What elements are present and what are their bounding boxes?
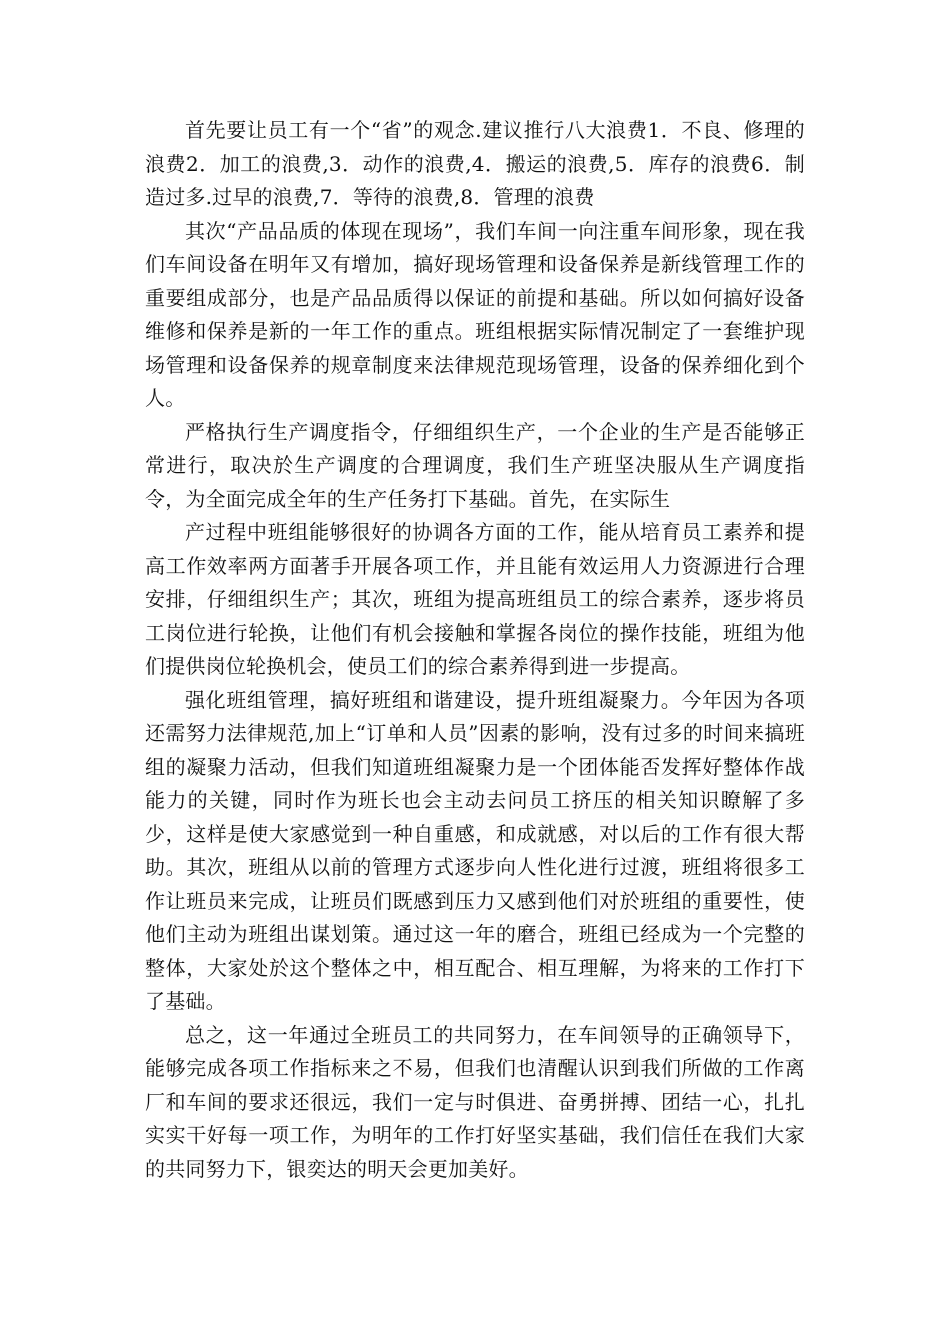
paragraph-site-management: 其次“产品品质的体现在现场”，我们车间一向注重车间形象，现在我们车间设备在明年又有增加，搞好现场管理和设备保养是新线管理工作的重要组成部分，也是产品品质得以保证的前提和基础。所以如何搞好设备维修和保养是新的一年工作的重点。班组根据实际情况制定了一套维护现场管理和设备保养的规章制度来法律规范现场管理，设备的保养细化到个人。 xyxy=(145,218,805,410)
paragraph-production-scheduling: 严格执行生产调度指令，仔细组织生产，一个企业的生产是否能够正常进行，取决於生产调度的合理调度，我们生产班坚决服从生产调度指令，为全面完成全年的生产任务打下基础。首先，在实际生 xyxy=(145,419,805,511)
paragraph-waste-concept: 首先要让员工有一个“省”的观念.建议推行八大浪费1．不良、修理的浪费2．加工的浪费,3．动作的浪费,4．搬运的浪费,5．库存的浪费6．制造过多.过早的浪费,7．等待的浪费,8．管理的浪费 xyxy=(145,118,805,209)
document-body xyxy=(145,114,805,1186)
paragraph-team-cohesion: 强化班组管理，搞好班组和谐建设，提升班组凝聚力。今年因为各项还需努力法律规范,加上“订单和人员”因素的影响，没有过多的时间来搞班组的凝聚力活动，但我们知道班组凝聚力是一个团体能否发挥好整体作战能力的关键，同时作为班长也会主动去问员工挤压的相关知识瞭解了多少，这样是使大家感觉到一种自重感，和成就感，对以后的工作有很大帮助。其次，班组从以前的管理方式逐步向人性化进行过渡，班组将很多工作让班员来完成，让班员们既感到压力又感到他们对於班组的重要性，使他们主动为班组出谋划策。通过这一年的磨合，班组已经成为一个完整的整体，大家处於这个整体之中，相互配合、相互理解，为将来的工作打下了基础。 xyxy=(145,687,805,1013)
paragraph-team-coordination: 产过程中班组能够很好的协调各方面的工作，能从培育员工素养和提高工作效率两方面著手开展各项工作，并且能有效运用人力资源进行合理安排，仔细组织生产；其次，班组为提高班组员工的综合素养，逐步将员工岗位进行轮换，让他们有机会接触和掌握各岗位的操作技能，班组为他们提供岗位轮换机会，使员工们的综合素养得到进一步提高。 xyxy=(145,520,805,678)
paragraph-conclusion: 总之，这一年通过全班员工的共同努力，在车间领导的正确领导下，能够完成各项工作指标来之不易，但我们也清醒认识到我们所做的工作离厂和车间的要求还很远，我们一定与时俱进、奋勇拼搏、团结一心，扎扎实实干好每一项工作，为明年的工作打好坚实基础，我们信任在我们大家的共同努力下，银奕达的明天会更加美好。 xyxy=(145,1022,805,1181)
